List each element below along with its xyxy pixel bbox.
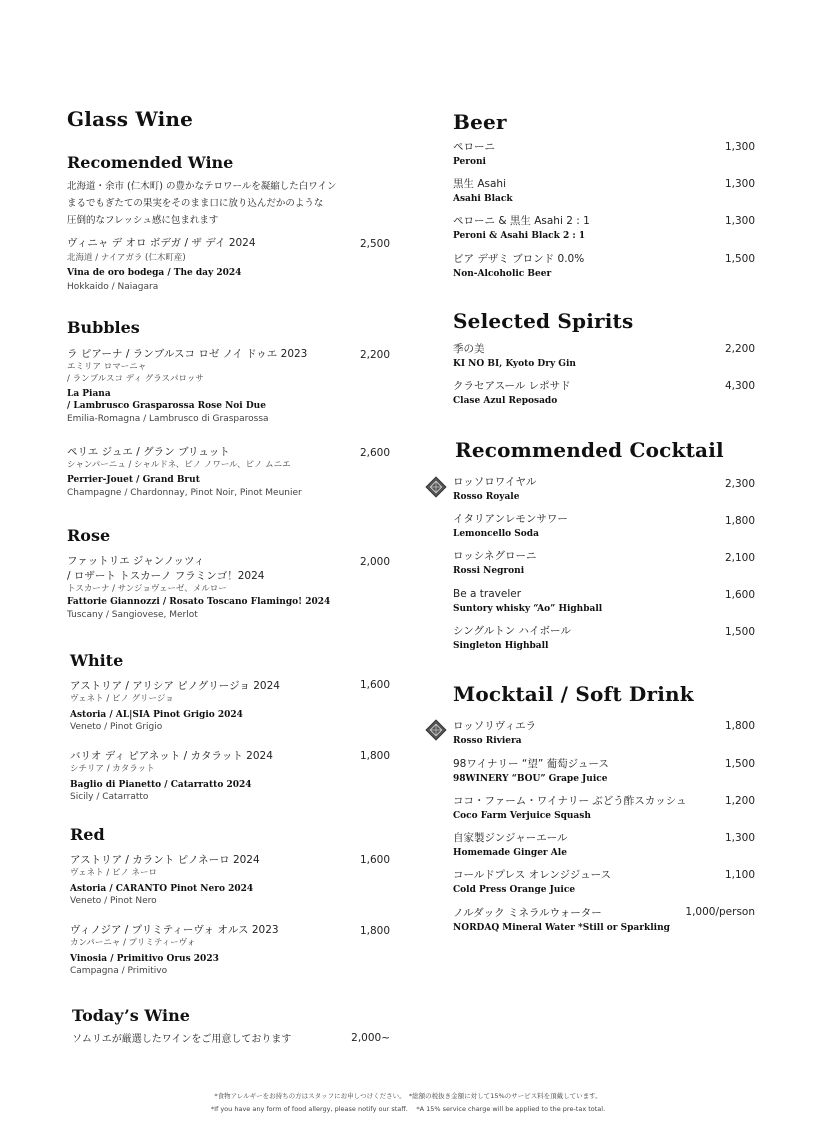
intro-line: 北海道・余市 (仁木町) の豊かなテロワールを凝縮した白ワイン — [67, 181, 337, 192]
item-name-jp: クラセアスール レポサド — [453, 380, 571, 392]
item-price: 1,300 — [724, 832, 755, 844]
item-origin: Veneto / Pinot Grigio — [70, 722, 163, 732]
item-name-en: Peroni — [453, 157, 486, 167]
item-price: 1,800 — [724, 515, 755, 527]
item-name-en: Suntory whisky “Ao” Highball — [453, 604, 603, 614]
item-name-jp: 黒生 Asahi — [453, 178, 506, 190]
item-price: 4,300 — [724, 380, 755, 392]
menu-item — [67, 236, 256, 293]
intro-line: まるでもぎたての果実をそのまま口に放り込んだかのような — [67, 198, 324, 209]
glass-wine-title: Glass Wine — [67, 107, 194, 131]
menu-item — [453, 831, 568, 860]
menu-item — [453, 177, 513, 206]
item-name-en: Singleton Highball — [453, 641, 549, 651]
item-origin: Sicily / Catarratto — [70, 792, 149, 802]
item-name-en: Vinosia / Primitivo Orus 2023 — [70, 954, 219, 964]
menu-item — [453, 342, 576, 371]
item-region-jp: / ランブルスコ ディ グラスパロッサ — [67, 374, 204, 384]
todays-wine-title: Today’s Wine — [72, 1006, 190, 1025]
menu-item — [70, 923, 279, 977]
beer-title: Beer — [453, 110, 507, 134]
item-name-jp: ラ ピアーナ / ランブルスコ ロゼ ノイ ドゥエ 2023 — [67, 348, 308, 360]
item-name-en: Coco Farm Verjuice Squash — [453, 811, 591, 821]
item-origin: Campagna / Primitivo — [70, 966, 168, 976]
menu-item — [70, 749, 273, 803]
item-name-jp: バリオ ディ ピアネット / カタラット 2024 — [70, 750, 273, 762]
item-name-jp: / ロザート トスカーノ フラミンゴ！2024 — [67, 570, 265, 582]
spirits-title: Selected Spirits — [453, 309, 634, 333]
item-name-jp: コールドプレス オレンジジュース — [453, 869, 612, 881]
item-name-jp: 自家製ジンジャーエール — [453, 832, 568, 844]
item-origin: Tuscany / Sangiovese, Merlot — [67, 610, 198, 620]
item-price: 1,100 — [724, 869, 755, 881]
item-region-jp: シャンパーニュ / シャルドネ、ピノ ノワール、ピノ ムニエ — [67, 460, 291, 470]
menu-item — [67, 445, 302, 499]
item-region-jp: シチリア / カタラット — [70, 764, 155, 774]
item-name-en: / Lambrusco Grasparossa Rose Noi Due — [67, 401, 266, 411]
menu-item — [453, 214, 590, 243]
item-price: 1,300 — [724, 141, 755, 153]
item-region-jp: エミリア ロマーニャ — [67, 362, 147, 372]
item-name-en: KI NO BI, Kyoto Dry Gin — [453, 359, 576, 369]
recommended-wine-intro — [67, 178, 336, 229]
white-title: White — [70, 651, 124, 670]
menu-item — [453, 587, 602, 616]
item-price: 2,100 — [724, 552, 755, 564]
item-name-jp: ヴィニャ デ オロ ボデガ / ザ デイ 2024 — [67, 237, 256, 249]
item-region-jp: ヴェネト / ピノ ネーロ — [70, 868, 158, 878]
diamond-emblem-icon — [425, 719, 447, 741]
item-name-jp: 98ワイナリー “望” 葡萄ジュース — [453, 758, 609, 770]
item-name-jp: ロッソロワイヤル — [453, 476, 537, 488]
item-name-en: Rossi Negroni — [453, 566, 525, 576]
todays-wine-text: ソムリエが厳選したワインをご用意しております — [72, 1034, 292, 1045]
item-name-en: 98WINERY “BOU” Grape Juice — [453, 774, 608, 784]
item-name-jp: アストリア / アリシア ピノグリージョ 2024 — [70, 680, 280, 692]
item-origin: Emilia-Romagna / Lambrusco di Grasparossa — [67, 414, 269, 424]
menu-item — [67, 347, 307, 425]
menu-item — [453, 868, 611, 897]
item-price: 2,600 — [359, 447, 390, 459]
bubbles-title: Bubbles — [67, 318, 140, 337]
rose-title: Rose — [67, 526, 111, 545]
item-price: 1,500 — [724, 626, 755, 638]
item-price: 1,800 — [359, 750, 390, 762]
menu-item — [453, 252, 584, 281]
menu-item — [453, 140, 495, 169]
item-name-en: Asahi Black — [453, 194, 513, 204]
mocktail-title: Mocktail / Soft Drink — [453, 682, 694, 706]
menu-item — [453, 794, 687, 823]
item-name-jp: Be a traveler — [453, 588, 522, 600]
item-name-jp: ヴィノジア / プリミティーヴォ オルス 2023 — [70, 924, 279, 936]
item-price: 2,300 — [724, 478, 755, 490]
item-name-jp: ファットリエ ジャンノッツィ — [67, 555, 205, 567]
item-price: 1,600 — [359, 854, 390, 866]
item-price: 2,200 — [359, 349, 390, 361]
item-origin: Champagne / Chardonnay, Pinot Noir, Pinot Meunier — [67, 488, 302, 498]
menu-item — [453, 906, 670, 935]
menu-item — [453, 624, 571, 653]
item-name-jp: ペローニ & 黒生 Asahi 2 : 1 — [453, 215, 590, 227]
diamond-emblem-icon — [425, 476, 447, 498]
item-name-en: Non-Alcoholic Beer — [453, 269, 552, 279]
red-title: Red — [70, 825, 105, 844]
item-price: 1,800 — [724, 720, 755, 732]
menu-item — [453, 512, 568, 541]
item-name-jp: ペリエ ジュエ / グラン ブリュット — [67, 446, 230, 458]
item-name-en: Rosso Royale — [453, 492, 520, 502]
menu-item — [453, 475, 536, 504]
item-name-en: Astoria / AL|SIA Pinot Grigio 2024 — [70, 710, 243, 720]
item-price: 1,200 — [724, 795, 755, 807]
menu-item — [453, 379, 571, 408]
item-price: 2,200 — [724, 343, 755, 355]
item-price: 1,300 — [724, 215, 755, 227]
item-price: 1,500 — [724, 758, 755, 770]
intro-line: 圧倒的なフレッシュ感に包まれます — [67, 215, 219, 226]
item-name-en: Lemoncello Soda — [453, 529, 539, 539]
item-name-en: Baglio di Pianetto / Catarratto 2024 — [70, 780, 252, 790]
menu-item — [70, 853, 260, 907]
footer-note-jp: *食物アレルギーをお持ちの方はスタッフにお申しつけください。 *総額の税抜き金額に対して15%のサービス料を頂戴しています。 — [214, 1092, 602, 1100]
item-name-jp: イタリアンレモンサワー — [453, 513, 568, 525]
recommended-wine-title: Recomended Wine — [67, 153, 234, 172]
menu-item — [453, 757, 609, 786]
item-name-jp: シングルトン ハイボール — [453, 625, 571, 637]
item-name-en: Peroni & Asahi Black 2 : 1 — [453, 231, 586, 241]
item-name-jp: ノルダック ミネラルウォーター — [453, 907, 602, 919]
item-price: 1,300 — [724, 178, 755, 190]
menu-item — [453, 549, 536, 578]
item-origin: Veneto / Pinot Nero — [70, 896, 157, 906]
item-name-en: Vina de oro bodega / The day 2024 — [67, 268, 242, 278]
item-price: 1,000/person — [685, 906, 755, 918]
item-price: 2,000 — [359, 556, 390, 568]
cocktail-title: Recommended Cocktail — [455, 438, 724, 462]
item-price: 2,500 — [359, 238, 390, 250]
item-name-en: Clase Azul Reposado — [453, 396, 558, 406]
item-name-en: Fattorie Giannozzi / Rosato Toscano Flamingo! 2024 — [67, 597, 331, 607]
todays-wine-price: 2,000~ — [351, 1032, 390, 1044]
item-name-en: Cold Press Orange Juice — [453, 885, 576, 895]
item-name-en: Homemade Ginger Ale — [453, 848, 567, 858]
item-name-jp: ロッシネグローニ — [453, 550, 537, 562]
menu-item — [453, 719, 536, 748]
item-region-jp: 北海道 / ナイアガラ (仁木町産) — [67, 253, 186, 263]
item-name-jp: 季の美 — [453, 343, 485, 355]
item-region-jp: トスカーナ / サンジョヴェーゼ、メルロー — [67, 584, 227, 594]
item-price: 1,600 — [359, 679, 390, 691]
menu-item — [70, 679, 280, 733]
item-name-jp: ビア デザミ ブロンド 0.0% — [453, 253, 585, 265]
item-origin: Hokkaido / Naiagara — [67, 282, 159, 292]
item-name-en: La Piana — [67, 389, 111, 399]
item-region-jp: カンパーニャ / プリミティーヴォ — [70, 938, 196, 948]
item-price: 1,600 — [724, 589, 755, 601]
item-name-en: Perrier-Jouet / Grand Brut — [67, 475, 200, 485]
item-name-en: Astoria / CARANTO Pinot Nero 2024 — [70, 884, 254, 894]
footer-note-en: *If you have any form of food allergy, please notify our staff. *A 15% service charge will be applied to the pre-tax total. — [210, 1105, 606, 1113]
item-name-jp: ロッソリヴィエラ — [453, 720, 537, 732]
item-region-jp: ヴェネト / ピノ グリージョ — [70, 694, 174, 704]
item-price: 1,800 — [359, 925, 390, 937]
item-name-jp: ペローニ — [453, 141, 495, 153]
item-name-en: NORDAQ Mineral Water *Still or Sparkling — [453, 923, 670, 933]
item-name-jp: ココ・ファーム・ワイナリー ぶどう酢スカッシュ — [453, 795, 687, 807]
item-name-jp: アストリア / カラント ピノネーロ 2024 — [70, 854, 260, 866]
item-name-en: Rosso Riviera — [453, 736, 522, 746]
item-price: 1,500 — [724, 253, 755, 265]
